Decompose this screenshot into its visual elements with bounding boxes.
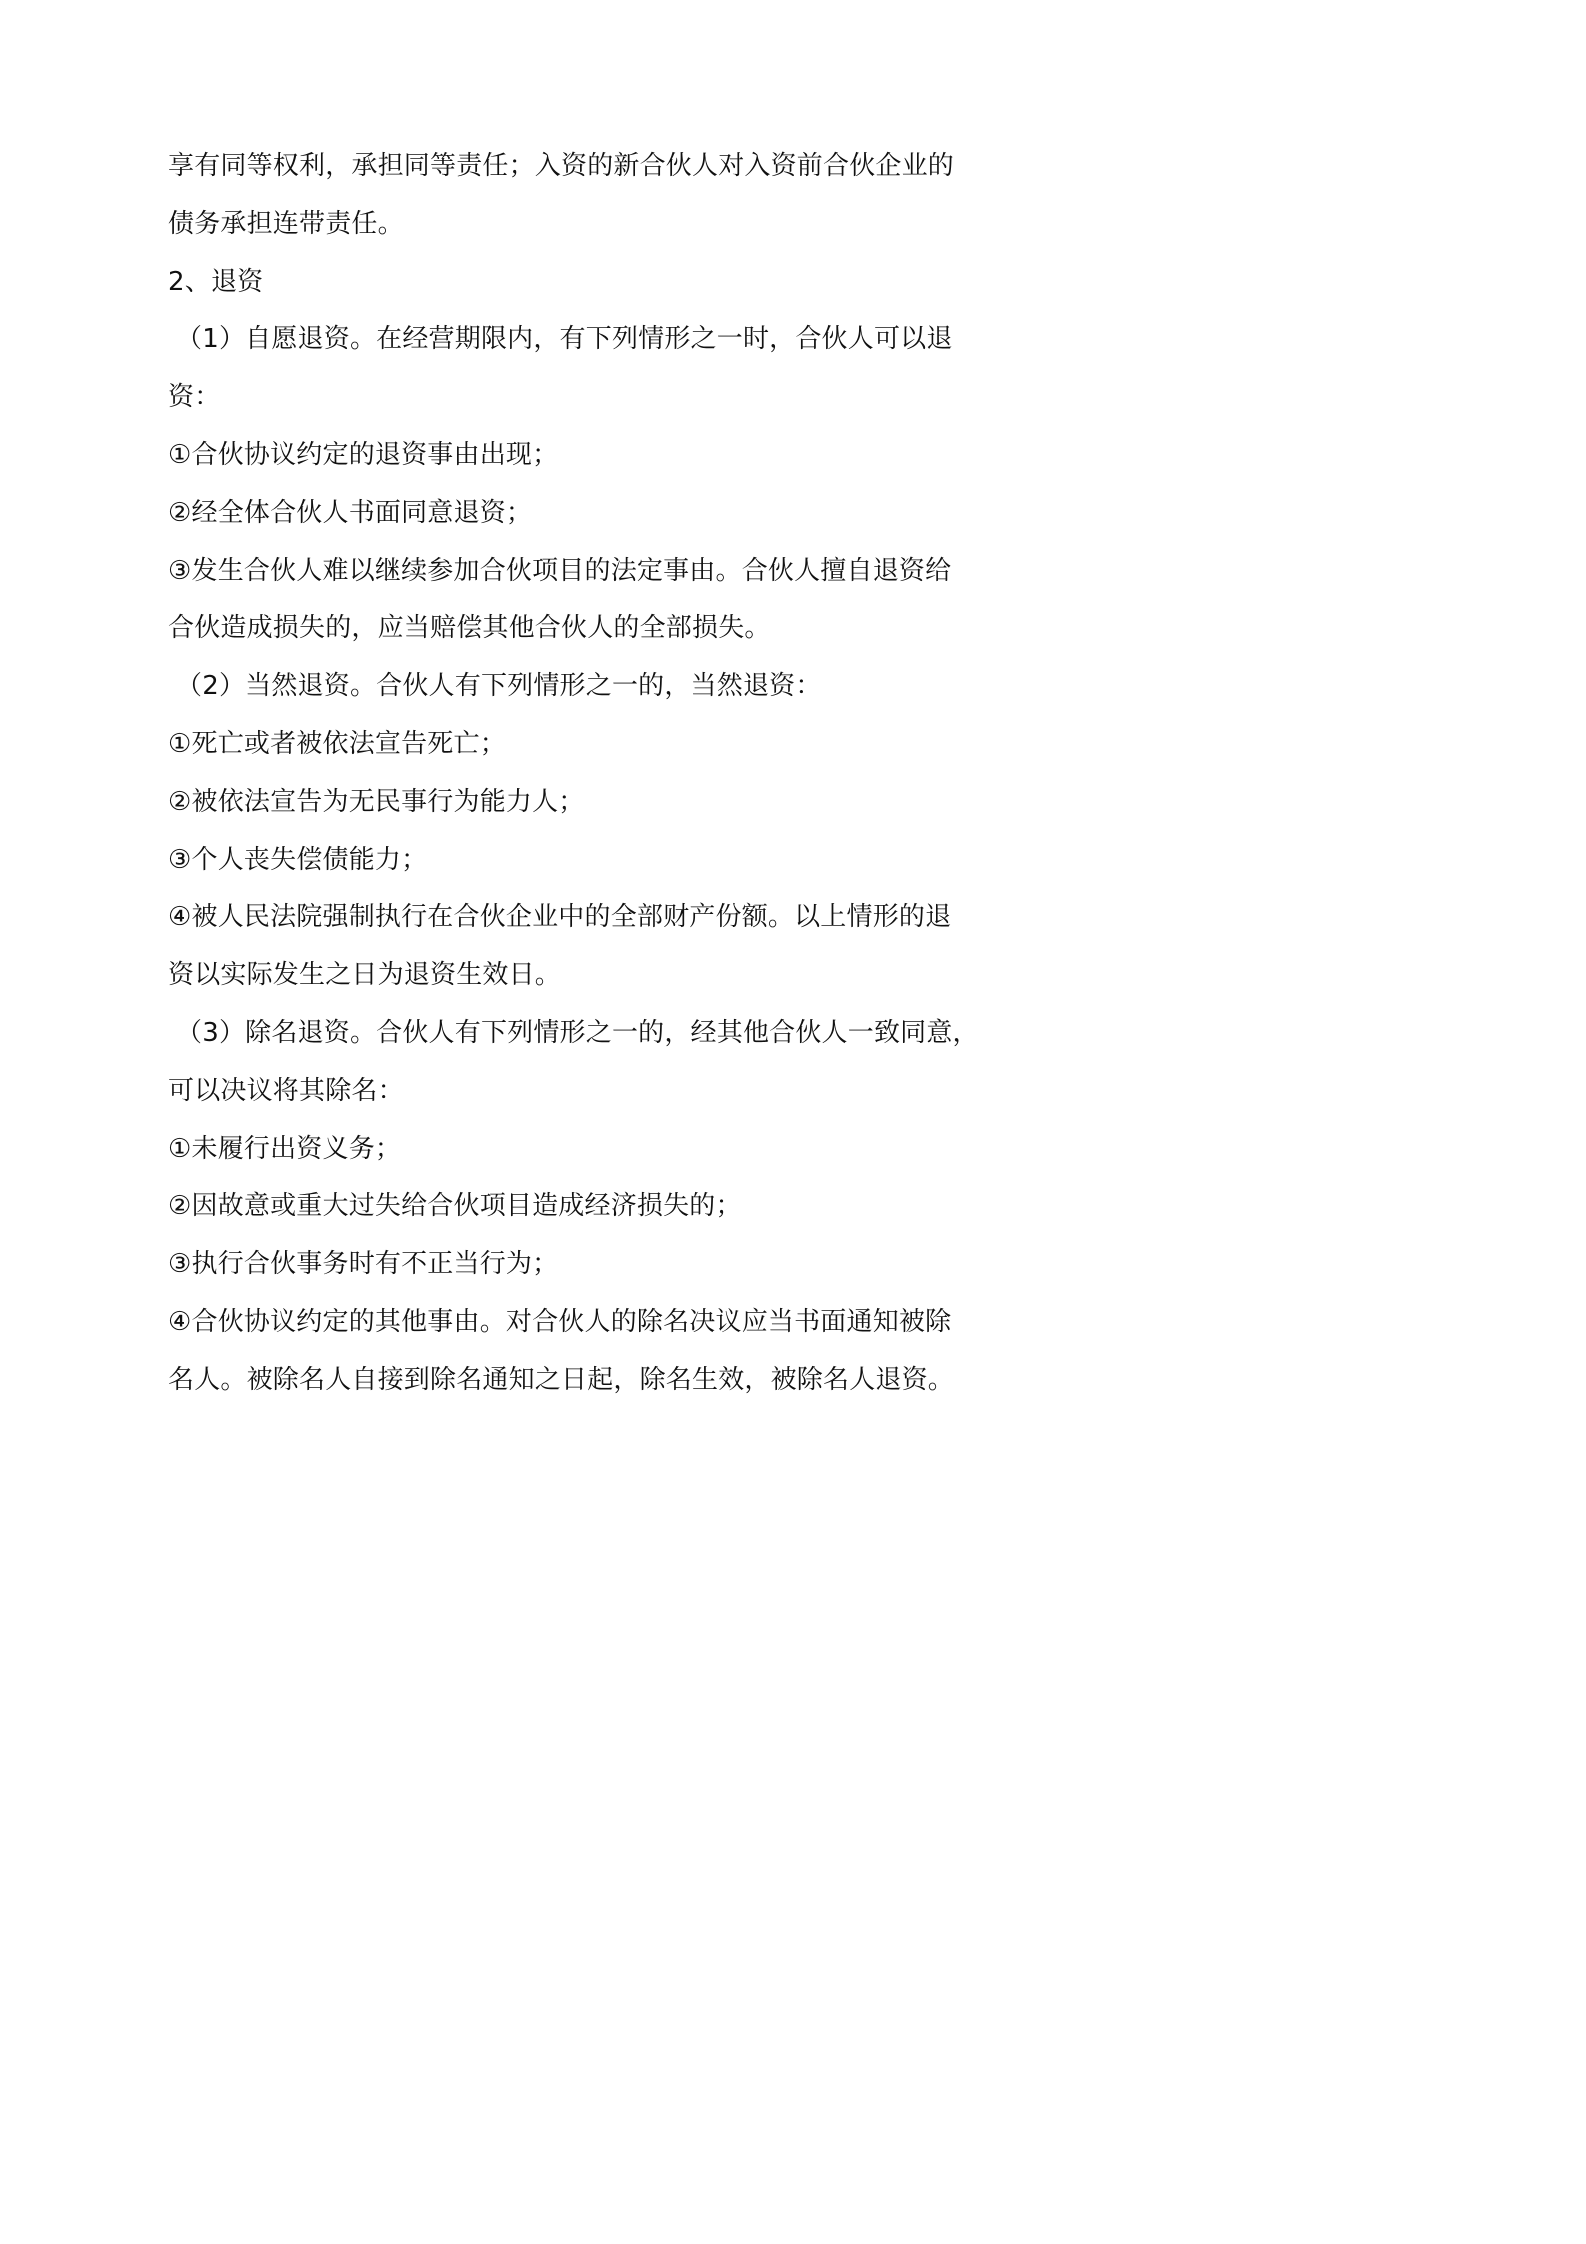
document-body [168,138,979,1410]
list-item: ③执行合伙事务时有不正当行为； [168,1249,559,1280]
subsection-expulsion-withdrawal: （3）除名退资。合伙人有下列情形之一的，经其他合伙人一致同意， [176,1017,979,1048]
subsection-natural-withdrawal: （2）当然退资。合伙人有下列情形之一的，当然退资： [176,671,822,702]
text-line: 资： [168,382,221,413]
text-line: 名人。被除名人自接到除名通知之日起，除名生效，被除名人退资。 [168,1364,955,1395]
list-item: ②因故意或重大过失给合伙项目造成经济损失的； [168,1191,742,1222]
list-item: ②经全体合伙人书面同意退资； [168,497,533,528]
text-line: 合伙造成损失的，应当赔偿其他合伙人的全部损失。 [168,613,771,644]
text-line: 债务承担连带责任。 [168,208,404,239]
section-heading: 2、退资 [168,266,264,297]
list-item: ④被人民法院强制执行在合伙企业中的全部财产份额。以上情形的退 [168,902,952,933]
subsection-voluntary-withdrawal: （1）自愿退资。在经营期限内，有下列情形之一时，合伙人可以退 [176,324,953,355]
text-line: 资以实际发生之日为退资生效日。 [168,960,562,991]
list-item: ③个人丧失偿债能力； [168,844,428,875]
list-item: ③发生合伙人难以继续参加合伙项目的法定事由。合伙人擅自退资给 [168,555,952,586]
text-line: 可以决议将其除名： [168,1075,404,1106]
text-line: 享有同等权利，承担同等责任；入资的新合伙人对入资前合伙企业的 [168,151,955,181]
list-item: ④合伙协议约定的其他事由。对合伙人的除名决议应当书面通知被除 [168,1306,952,1337]
list-item: ②被依法宣告为无民事行为能力人； [168,786,585,817]
list-item: ①合伙协议约定的退资事由出现； [168,439,559,470]
list-item: ①未履行出资义务； [168,1133,402,1164]
document-page [0,0,1099,1556]
list-item: ①死亡或者被依法宣告死亡； [168,728,506,759]
